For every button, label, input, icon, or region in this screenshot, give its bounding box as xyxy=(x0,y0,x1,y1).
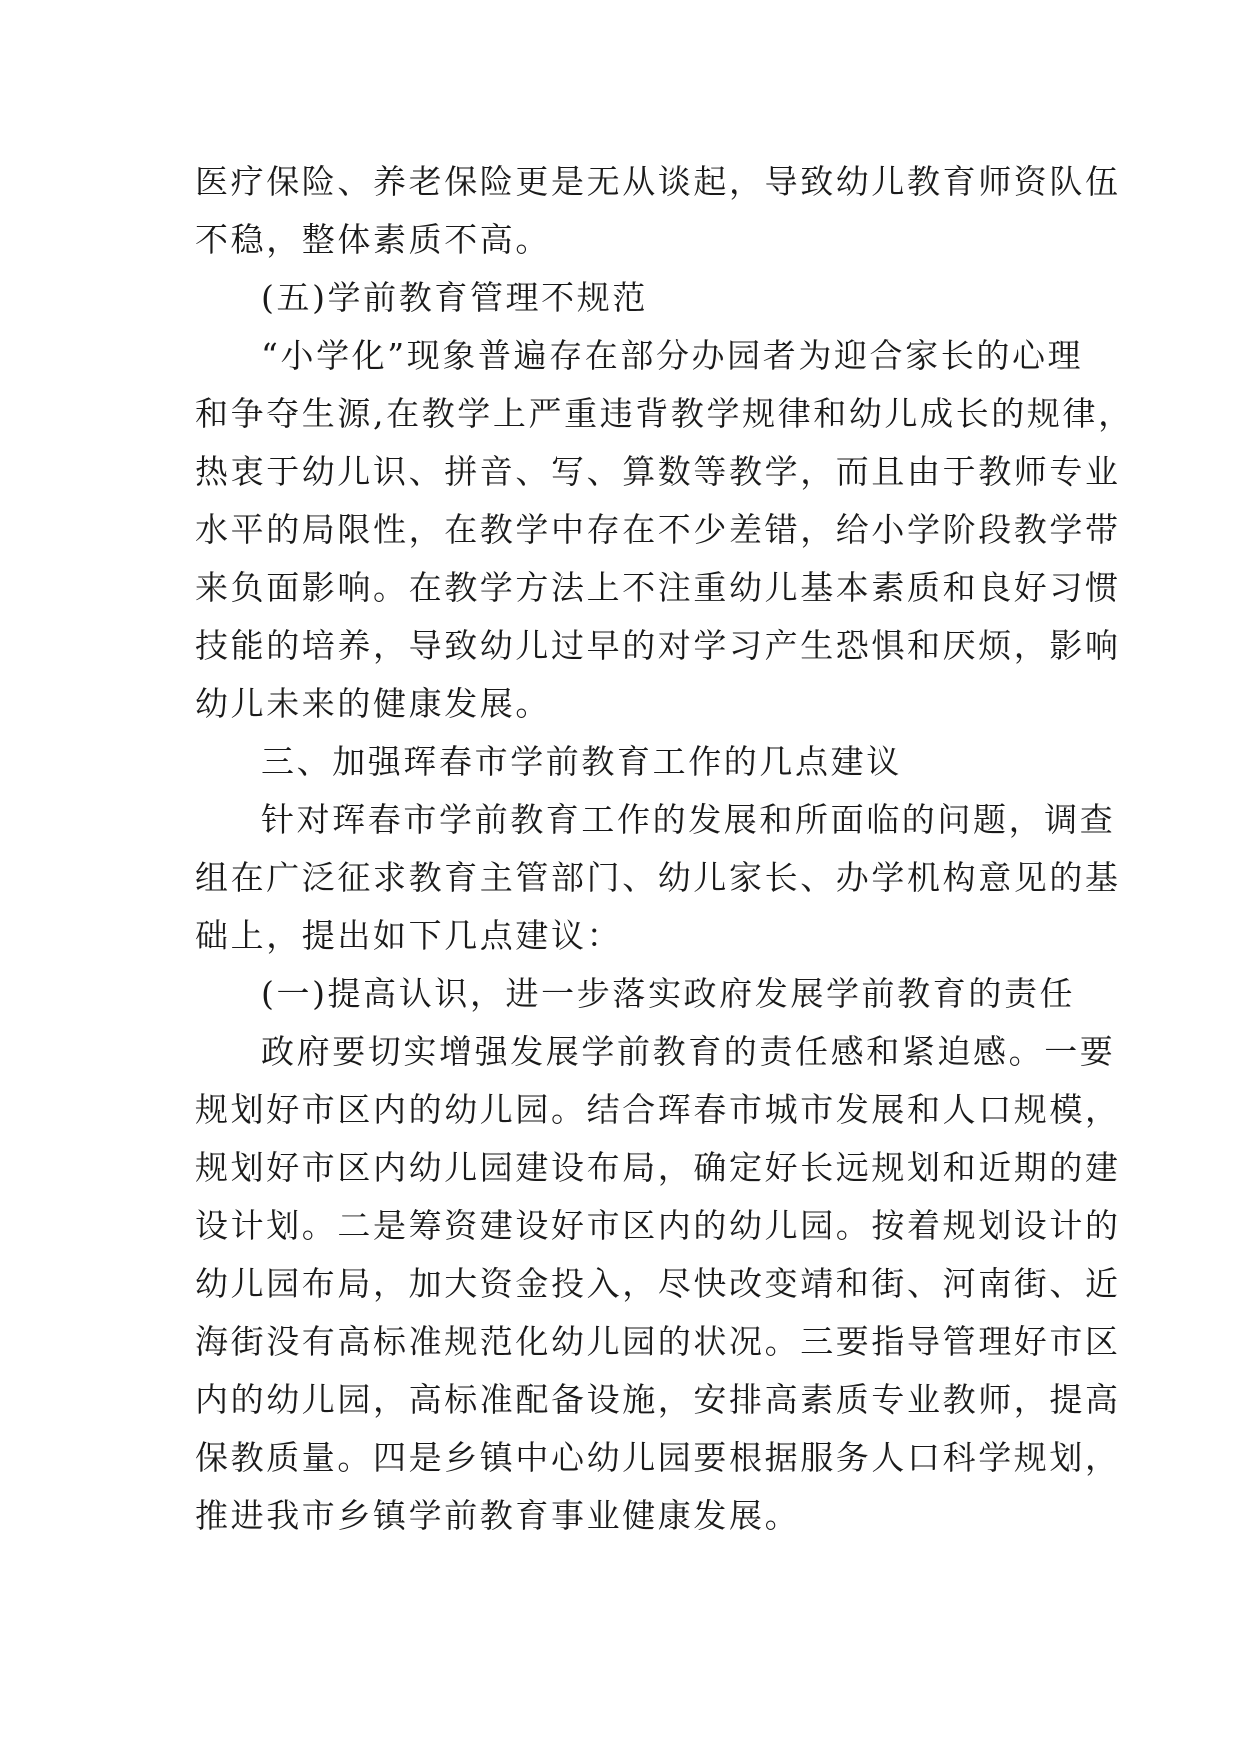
section-heading: 三、加强珲春市学前教育工作的几点建议 xyxy=(261,742,902,781)
paragraph-line: 组在广泛征求教育主管部门、幼儿家长、办学机构意见的基 xyxy=(195,858,1121,897)
paragraph-line: 水平的局限性，在教学中存在不少差错，给小学阶段教学带 xyxy=(195,510,1121,549)
paragraph-line: 和争夺生源,在教学上严重违背教学规律和幼儿成长的规律， xyxy=(195,394,1134,433)
paragraph-line: 设计划。二是筹资建设好市区内的幼儿园。按着规划设计的 xyxy=(195,1206,1121,1245)
paragraph-line: 推进我市乡镇学前教育事业健康发展。 xyxy=(195,1496,801,1535)
paragraph-line: 保教质量。四是乡镇中心幼儿园要根据服务人口科学规划， xyxy=(195,1438,1121,1477)
section-heading: (五)学前教育管理不规范 xyxy=(261,278,648,317)
paragraph-line: 础上，提出如下几点建议： xyxy=(195,916,623,955)
paragraph-line: 热衷于幼儿识、拼音、写、算数等教学，而且由于教师专业 xyxy=(195,452,1121,491)
section-heading: (一)提高认识，进一步落实政府发展学前教育的责任 xyxy=(261,974,1076,1013)
paragraph-line: 医疗保险、养老保险更是无从谈起，导致幼儿教育师资队伍 xyxy=(195,162,1121,201)
paragraph-line: 幼儿未来的健康发展。 xyxy=(195,684,551,723)
paragraph-line: “小学化”现象普遍存在部分办园者为迎合家长的心理 xyxy=(261,336,1084,375)
paragraph-line: 规划好市区内的幼儿园。结合珲春市城市发展和人口规模， xyxy=(195,1090,1121,1129)
paragraph-line: 针对珲春市学前教育工作的发展和所面临的问题，调查 xyxy=(261,800,1116,839)
paragraph-line: 技能的培养，导致幼儿过早的对学习产生恐惧和厌烦，影响 xyxy=(195,626,1121,665)
paragraph-line: 海街没有高标准规范化幼儿园的状况。三要指导管理好市区 xyxy=(195,1322,1121,1361)
paragraph-line: 政府要切实增强发展学前教育的责任感和紧迫感。一要 xyxy=(261,1032,1116,1071)
paragraph-line: 来负面影响。在教学方法上不注重幼儿基本素质和良好习惯 xyxy=(195,568,1121,607)
paragraph-line: 规划好市区内幼儿园建设布局，确定好长远规划和近期的建 xyxy=(195,1148,1121,1187)
paragraph-line: 幼儿园布局，加大资金投入，尽快改变靖和街、河南街、近 xyxy=(195,1264,1121,1303)
paragraph-line: 内的幼儿园，高标准配备设施，安排高素质专业教师，提高 xyxy=(195,1380,1121,1419)
paragraph-line: 不稳，整体素质不高。 xyxy=(195,220,551,259)
